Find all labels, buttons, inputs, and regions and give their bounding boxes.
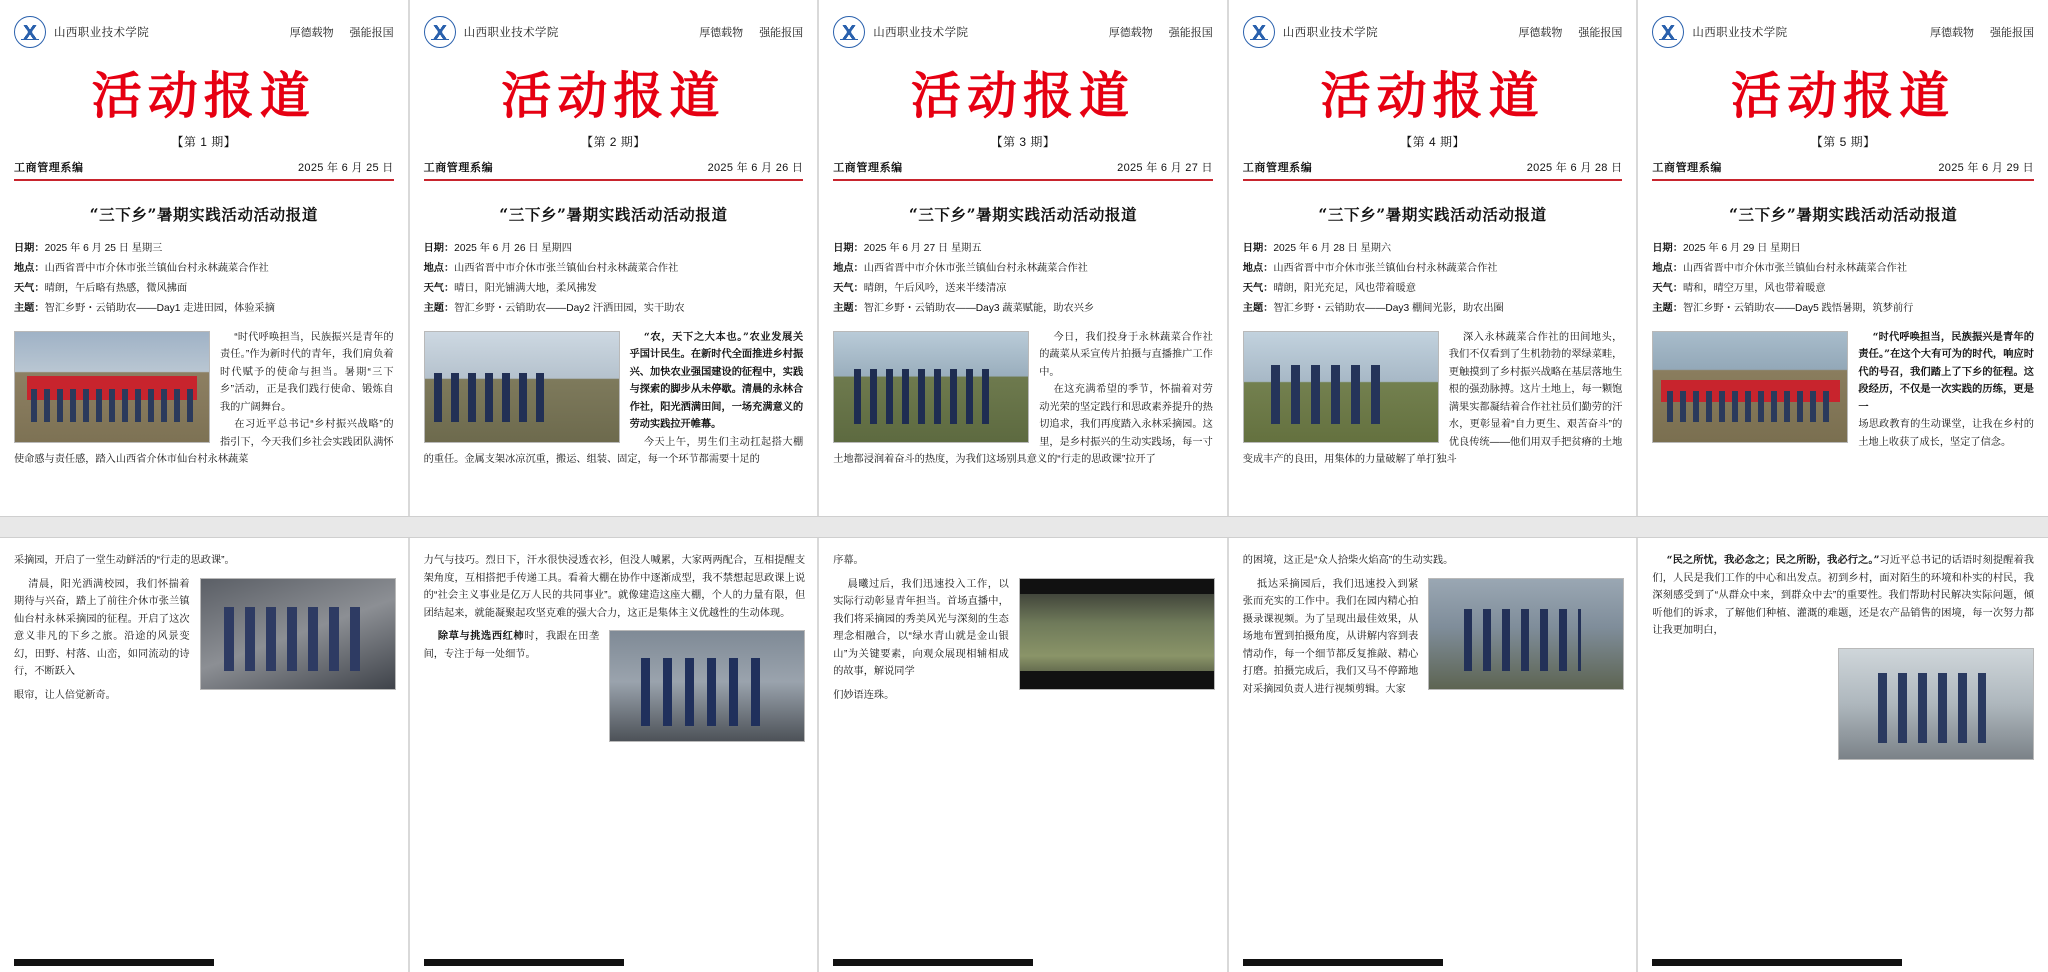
body-paragraph-1: 今日，我们投身于永林蔬菜合作社的蔬菜从采宣传片拍摄与直播推广工作中。	[1039, 331, 1213, 378]
masthead	[410, 68, 818, 150]
department-label: 工商管理系编	[1242, 162, 1313, 174]
meta-row	[14, 159, 394, 181]
masthead-title: 活动报道	[1731, 66, 1956, 125]
motto-2: 强能报国	[759, 27, 804, 39]
masthead	[819, 68, 1227, 150]
info-line-place: 地点：山西省晋中市介休市张兰镇仙台村永林蔬菜合作社	[1242, 262, 1498, 274]
article-body	[833, 329, 1213, 469]
photo-caption-bar	[424, 959, 624, 966]
motto-2: 强能报国	[1168, 27, 1213, 39]
motto-2: 强能报国	[1578, 27, 1623, 39]
motto-1: 厚德载物	[1518, 27, 1563, 39]
department-label: 工商管理系编	[1652, 162, 1722, 174]
motto-group	[290, 24, 394, 40]
body-paragraph-2: 在习近平总书记“乡村振兴战略”的指引下，今天我们乡社会实践团队满怀使命感与责任感，踏入山西省介休市仙台村永林蔬菜	[14, 419, 394, 466]
article-headline: “三下乡”暑期实践活动活动报道	[1318, 205, 1547, 224]
issue-number: 【第 3 期】	[990, 135, 1056, 149]
article-info	[833, 239, 1213, 319]
lower-paragraph-1: 习近平总书记的话语时刻提醒着我们，人民是我们工作的中心和出发点。初到乡村，面对陌生的环境和朴实的村民，我深刻感受到了“从群众中来，到群众中去”的重要性。我们帮助村民解决实际问题，倾听他们的诉求，了解他们种植、灌溉的难题，还是农产品销售的困境，每一次努力都让我更加明白，	[1652, 555, 2034, 637]
publish-date: 2025 年 6 月 29 日	[1938, 162, 2034, 174]
body-paragraph-2: 今天上午，男生们主动扛起搭大棚的重任。金属支架冰凉沉重，搬运、组装、固定，每一个环节都需要十足的	[423, 436, 804, 466]
info-line-place: 地点：山西省晋中市介休市张兰镇仙台村永林蔬菜合作社	[14, 262, 269, 274]
masthead	[1638, 68, 2048, 150]
school-emblem-icon	[833, 16, 865, 48]
newspaper-page-2	[410, 0, 820, 972]
body-paragraph-2: 场思政教育的生动课堂，让我在乡村的土地上收获了成长，坚定了信念。	[1858, 419, 2034, 448]
lower-paragraph-1: 序幕。	[833, 555, 864, 566]
article-info	[1652, 239, 2034, 319]
school-name: 山西职业技术学院	[873, 27, 969, 39]
issue-number: 【第 5 期】	[1810, 135, 1876, 149]
info-line-weather: 天气：晴和，晴空万里，风也带着暖意	[1652, 282, 1826, 294]
publish-date: 2025 年 6 月 26 日	[707, 162, 804, 174]
indoor-visit-photo	[1838, 648, 2034, 760]
article-info	[424, 239, 804, 319]
newspaper-page-4	[1229, 0, 1639, 972]
body-paragraph-1: “时代呼唤担当，民族振兴是青年的责任。”在这个大有可为的时代，响应时代的号召，我们踏上了下乡的征程。这段经历，不仅是一次实践的历练，更是一	[1858, 330, 2034, 413]
lower-tail: 时，我跟在田垄间，专注于每一处细节。	[423, 631, 600, 660]
article-headline: “三下乡”暑期实践活动活动报道	[499, 205, 728, 224]
masthead-title: 活动报道	[91, 66, 316, 125]
motto-2: 强能报国	[1989, 27, 2034, 39]
article-headline: “三下乡”暑期实践活动活动报道	[1729, 205, 1958, 224]
info-line-weather: 天气：晴日，阳光铺满大地，柔风拂发	[423, 282, 597, 294]
article-body	[1243, 329, 1623, 469]
meta-row	[833, 159, 1213, 181]
lower-panel	[410, 538, 820, 972]
lower-paragraph-2: 晨曦过后，我们迅速投入工作，以实际行动彰显青年担当。首场直播中，我们将采摘园的秀美风光与深刻的生态理念相融合，以“绿水青山就是金山银山”为关键要素，向观众展现相辅相成的故事，解说同学	[833, 578, 1009, 678]
meta-row	[1652, 159, 2034, 181]
sorting-tomatoes-photo	[609, 630, 805, 742]
motto-group	[1518, 24, 1622, 40]
field-recording-photo	[1428, 578, 1624, 690]
board-seam	[0, 516, 2048, 538]
photo-caption-bar	[14, 959, 214, 966]
info-line-place: 地点：山西省晋中市介休市张兰镇仙台村永林蔬菜合作社	[833, 262, 1088, 274]
department-label: 工商管理系编	[423, 162, 494, 174]
article-body	[1652, 329, 2034, 452]
info-line-theme: 主题：智汇乡野・云销助农——Day2 汗洒田园，实干助农	[423, 302, 685, 314]
info-line-date: 日期：2025 年 6 月 26 日 星期四	[423, 243, 572, 254]
info-line-weather: 天气：晴朗，午后风吟，送来半缕清凉	[833, 282, 1007, 294]
lower-panel	[0, 538, 410, 972]
lower-tail: 眼帘，让人倍觉新奇。	[14, 689, 116, 701]
info-line-weather: 天气：晴朗，午后略有热感，微风拂面	[14, 282, 188, 294]
info-line-place: 地点：山西省晋中市介休市张兰镇仙台村永林蔬菜合作社	[1652, 262, 1908, 274]
masthead	[0, 68, 408, 150]
bus-ride-photo	[200, 578, 396, 690]
motto-1: 厚德载物	[289, 27, 334, 39]
school-emblem-icon	[1652, 16, 1684, 48]
issue-number: 【第 1 期】	[171, 135, 237, 149]
body-paragraph-1: 深入永林蔬菜合作社的田间地头，我们不仅看到了生机勃勃的翠绿菜畦，更触摸到了乡村振兴战略在基层落地生根的强劲脉搏。这片土地上，每一颗饱满果实都凝结着合作社社员们勤劳的汗水，更彰显着“自力更生、艰苦奋斗”的优良传统——他们用双手把贫瘠的土地变成丰产的良田，用集体的力量破解了单打独斗	[1242, 331, 1623, 466]
team-banner-photo	[14, 331, 210, 443]
school-emblem-icon	[1243, 16, 1275, 48]
page-header	[1229, 0, 1637, 64]
school-emblem-icon	[14, 16, 46, 48]
school-name: 山西职业技术学院	[463, 27, 559, 39]
body-paragraph-2: 在这充满希望的季节，怀揣着对劳动光荣的坚定践行和思政素养提升的热切追求，我们再度踏入永林采摘园。这里，是乡村振兴的生动实践场，每一寸土地都浸润着奋斗的热度，为我们这场别具意义的“行走的思政课”拉开了	[833, 384, 1213, 466]
article-info	[14, 239, 394, 319]
masthead-title: 活动报道	[1320, 66, 1545, 125]
meta-row	[424, 159, 804, 181]
body-paragraph-1: “时代呼唤担当，民族振兴是青年的责任。”作为新时代的青年，我们肩负着时代赋予的使命与担当。暑期“三下乡”活动，正是我们践行使命、锻炼自我的广阔舞台。	[220, 331, 394, 413]
info-line-place: 地点：山西省晋中市介休市张兰镇仙台村永林蔬菜合作社	[423, 262, 679, 274]
article-info	[1243, 239, 1623, 319]
newspaper-page-5	[1638, 0, 2048, 972]
page-header	[1638, 0, 2048, 64]
body-paragraph-1: “农，天下之大本也。”农业发展关乎国计民生。在新时代全面推进乡村振兴、加快农业强国建设的征程中，实践与探索的脚步从未停歇。清晨的永林合作社，阳光洒满田间，一场充满意义的劳动实践拉开帷幕。	[629, 330, 804, 431]
lower-paragraph-2: 清晨，阳光洒满校园，我们怀揣着期待与兴奋，踏上了前往介休市张兰镇仙台村永林采摘园的征程。开启了这次意义非凡的下乡之旅。沿途的风景变幻，田野、村落、山峦，如同流动的诗行，不断跃入	[14, 578, 190, 678]
greenhouse-frame-photo	[1243, 331, 1439, 443]
publish-date: 2025 年 6 月 27 日	[1117, 162, 1213, 174]
newspaper-page-3	[819, 0, 1229, 972]
field-interview-photo	[833, 331, 1029, 443]
lower-paragraph-1: 采摘园，开启了一堂生动鲜活的“行走的思政课”。	[14, 555, 235, 566]
page-header	[0, 0, 408, 64]
article-headline: “三下乡”暑期实践活动活动报道	[89, 205, 318, 224]
photo-caption-bar	[1243, 959, 1443, 966]
issue-number: 【第 4 期】	[1400, 135, 1465, 149]
photo-caption-bar	[1652, 959, 1902, 966]
info-line-date: 日期：2025 年 6 月 25 日 星期三	[14, 243, 163, 254]
meta-row	[1243, 159, 1623, 181]
article-body	[424, 329, 804, 469]
school-name: 山西职业技术学院	[1692, 27, 1788, 39]
info-line-date: 日期：2025 年 6 月 29 日 星期日	[1652, 243, 1801, 254]
lower-paragraph-2: 抵达采摘园后，我们迅速投入到紧张而充实的工作中。我们在园内精心拍摄录课视频。为了呈现出最佳效果，从场地布置到拍摄角度，从讲解内容到表情动作，每一个细节都反复推敲、精心打磨。拍摄完成后，我们又马不停蹄地对采摘园负责人进行视频剪辑。大家	[1242, 578, 1419, 695]
department-label: 工商管理系编	[14, 162, 84, 174]
newspaper-page-1	[0, 0, 410, 972]
motto-2: 强能报国	[349, 27, 394, 39]
motto-1: 厚德载物	[699, 27, 744, 39]
info-line-date: 日期：2025 年 6 月 27 日 星期五	[833, 243, 982, 254]
photo-caption-bar	[833, 959, 1033, 966]
school-name: 山西职业技术学院	[54, 27, 150, 39]
lower-paragraph-1: 力气与技巧。烈日下，汗水很快浸透衣衫，但没人喊累，大家两两配合，互相提醒支架角度，互相搭把手传递工具。看着大棚在协作中逐渐成型，我不禁想起思政课上说的“社会主义事业是亿万人民的共同事业”。就像建造这座大棚，个人的力量有限，但团结起来，就能凝聚起攻坚克难的强大合力，这正是集体主义优越性的生动体现。	[423, 555, 806, 619]
article-headline: “三下乡”暑期实践活动活动报道	[908, 205, 1138, 224]
motto-1: 厚德载物	[1108, 27, 1153, 39]
masthead-title: 活动报道	[501, 66, 726, 125]
motto-group	[1109, 24, 1213, 40]
school-name: 山西职业技术学院	[1282, 27, 1378, 39]
greenhouse-work-photo	[424, 331, 620, 443]
publish-date: 2025 年 6 月 28 日	[1526, 162, 1623, 174]
info-line-date: 日期：2025 年 6 月 28 日 星期六	[1242, 243, 1392, 254]
info-line-theme: 主题：智汇乡野・云销助农——Day3 棚间光影，助农出圈	[1242, 302, 1504, 314]
motto-group	[1930, 24, 2034, 40]
lower-panel	[1229, 538, 1639, 972]
lower-quote: “民之所忧，我必念之；民之所盼，我必行之。”	[1666, 554, 1880, 566]
masthead	[1229, 68, 1637, 150]
school-emblem-icon	[424, 16, 456, 48]
info-line-weather: 天气：晴朗，阳光充足，风也带着暖意	[1242, 282, 1416, 294]
motto-1: 厚德载物	[1929, 27, 1974, 39]
livestream-phone-photo	[1019, 578, 1215, 690]
lower-quote: 除草与挑选西红柿	[437, 630, 525, 643]
motto-group	[699, 24, 803, 40]
info-line-theme: 主题：智汇乡野・云销助农——Day3 蔬菜赋能，助农兴乡	[833, 302, 1095, 314]
department-label: 工商管理系编	[833, 162, 903, 174]
page-header	[410, 0, 818, 64]
lower-panel	[1638, 538, 2048, 972]
page-header	[819, 0, 1227, 64]
lower-panel	[819, 538, 1229, 972]
lower-tail: 们妙语连珠。	[833, 689, 895, 701]
info-line-theme: 主题：智汇乡野・云销助农——Day5 践悟暑期，筑梦前行	[1652, 302, 1914, 314]
masthead-title: 活动报道	[910, 66, 1135, 125]
publish-date: 2025 年 6 月 25 日	[297, 162, 394, 174]
issue-number: 【第 2 期】	[580, 135, 646, 149]
lower-paragraph-1: 的困境，这正是“众人拾柴火焰高”的生动实践。	[1242, 555, 1454, 566]
article-body	[14, 329, 394, 469]
group-banner-photo	[1652, 331, 1848, 443]
info-line-theme: 主题：智汇乡野・云销助农——Day1 走进田园，体验采摘	[14, 302, 275, 314]
